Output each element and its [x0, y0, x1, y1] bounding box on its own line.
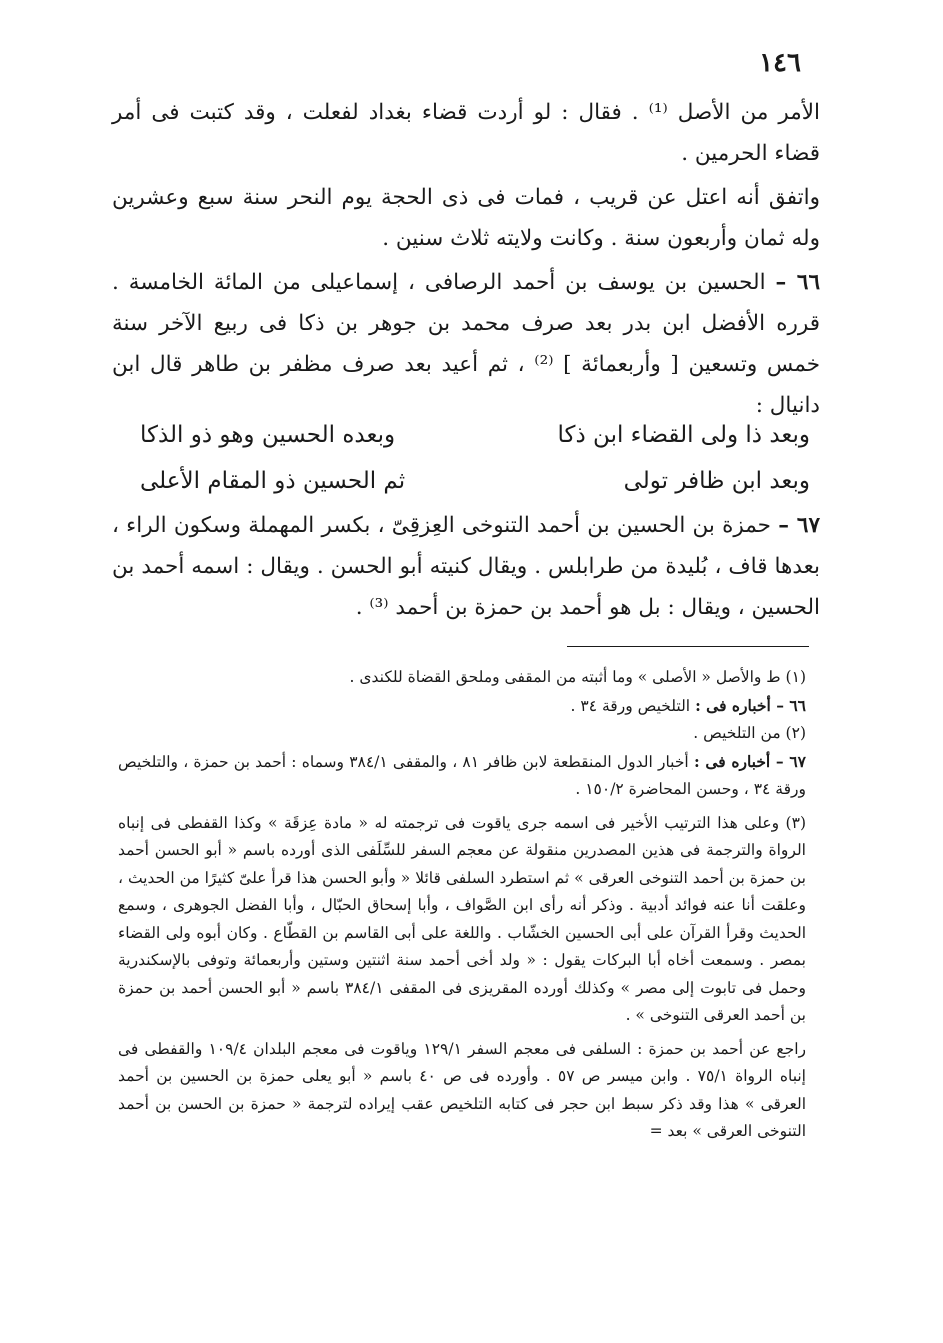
poem: [140, 412, 810, 504]
entry-number: ٦٧ –: [778, 513, 820, 538]
footnote-text: أخبار الدول المنقطعة لابن ظافر ٨١ ، والمقفى ٣٨٤/١ وسماه : أحمد بن حمزة ، والتلخيص ورقة ٣٤ ، وحسن المحاضرة ١٥٠/٢ .: [118, 752, 806, 798]
footnote: [118, 692, 806, 721]
verse-second-hemistich: ثم الحسين ذو المقام الأعلى: [140, 468, 406, 494]
page-number: ١٤٦: [759, 48, 801, 78]
footnote: (١) ط والأصل « الأصلى » وما أثبته من المقفى وملحق القضاة للكندى .: [349, 668, 806, 686]
footnote-lead: ٦٦ – أخباره فى :: [695, 695, 806, 715]
verse: [140, 412, 810, 458]
footnote-lead: ٦٧ – أخباره فى :: [693, 751, 806, 771]
footnote: (٢) من التلخيص .: [693, 724, 806, 742]
main-text-bottom: [112, 505, 820, 631]
verse-first-hemistich: وبعد ذا ولى القضاء ابن ذكا: [557, 422, 810, 448]
entry-text: الحسين بن يوسف بن أحمد الرصافى ، إسماعيلى من المائة الخامسة . قرره الأفضل ابن بدر بعد صرف محمد بن جوهر بن ذكا فى ربيع الآخر سنة خمس وتسعين [ وأربعمائة ] ⁽²⁾ ، ثم أعيد بعد صرف مظفر بن طاهر قال ابن دانيال :: [112, 270, 821, 418]
paragraph: واتفق أنه اعتل عن قريب ، فمات فى ذى الحجة يوم النحر سنة سبع وعشرين وله ثمان وأربعون سنة . وكانت ولايته ثلاث سنين .: [112, 185, 820, 251]
main-text-top: [112, 92, 820, 429]
paragraph: الأمر من الأصل ⁽¹⁾ . فقال : لو أردت قضاء بغداد لفعلت ، وقد كتبت فى أمر قضاء الحرمين .: [112, 100, 820, 166]
footnotes: [118, 664, 806, 1146]
footnote-divider: [567, 646, 809, 647]
verse: [140, 458, 810, 504]
footnote: [118, 748, 806, 804]
footnote-text: التلخيص ورقة ٣٤ .: [570, 696, 691, 715]
verse-second-hemistich: وبعده الحسين وهو ذو الذكا: [140, 422, 396, 448]
entry-67: [112, 505, 820, 628]
entry-text: حمزة بن الحسين بن أحمد التنوخى العِزقِىّ ، بكسر المهملة وسكون الراء ، بعدها قاف ، بُليدة من طرابلس . ويقال كنيته أبو الحسن . ويقال : اسمه أحمد بن الحسين ، ويقال : بل هو أحمد بن حمزة بن أحمد ⁽³⁾ .: [112, 513, 820, 620]
footnote: راجع عن أحمد بن حمزة : السلفى فى معجم السفر ١٢٩/١ وياقوت فى معجم البلدان ١٠٩/٤ والقفطى فى إنباه الرواة ٧٥/١ . وابن ميسر ص ٥٧ . وأورده فى ص ٤٠ باسم « أبو يعلى حمزة بن الحسين بن أحمد العرقى » هذا وقد ذكر سبط ابن حجر فى كتابه التلخيص عقب إيراده لترجمة « حمزة بن الحسن بن أحمد التنوخى العرقى » بعد =: [118, 1039, 807, 1140]
entry-66: [112, 262, 820, 426]
entry-number: ٦٦ –: [775, 270, 820, 295]
footnote: (٣) وعلى هذا الترتيب الأخير فى اسمه جرى ياقوت فى ترجمته له « مادة عِزقَة » وكذا القفطى فى إنباه الرواة والترجمة فى هذين المصدرين منقولة عن معجم السفر للسِّلَفى الذى أورده باسم « أبو الحسن أحمد بن حمزة بن أحمد التنوخى العرقى » ثم استطرد السلفى قائلا « وأبو الحسن هذا قرأ علىّ كثيرًا من الحديث ، وعلقت أنا عنه فوائد أدبية . وذكر أنه رأى ابن الصَّواف ، وأبا إسحاق الحبّال ، وأبا الفضل الجوهرى ، وسمع الحديث وقرأ القرآن على أبى الحسين الخشّاب . واللغة على أبى القاسم بن القطّاع . وكان أبوه ولى القضاء بمصر . وسمعت أخاه أبا البركات يقول : « ولد أخى أحمد سنة اثنتين وستين وأربعمائة وتوفى بالإسكندرية وحمل فى تابوت إلى مصر » وكذلك أورده المقريزى فى المقفى ٣٨٤/١ باسم « أبو الحسن أحمد بن حمزة بن أحمد العرقى التنوخى » .: [118, 813, 807, 1024]
verse-first-hemistich: وبعد ابن ظافر تولى: [623, 468, 810, 494]
